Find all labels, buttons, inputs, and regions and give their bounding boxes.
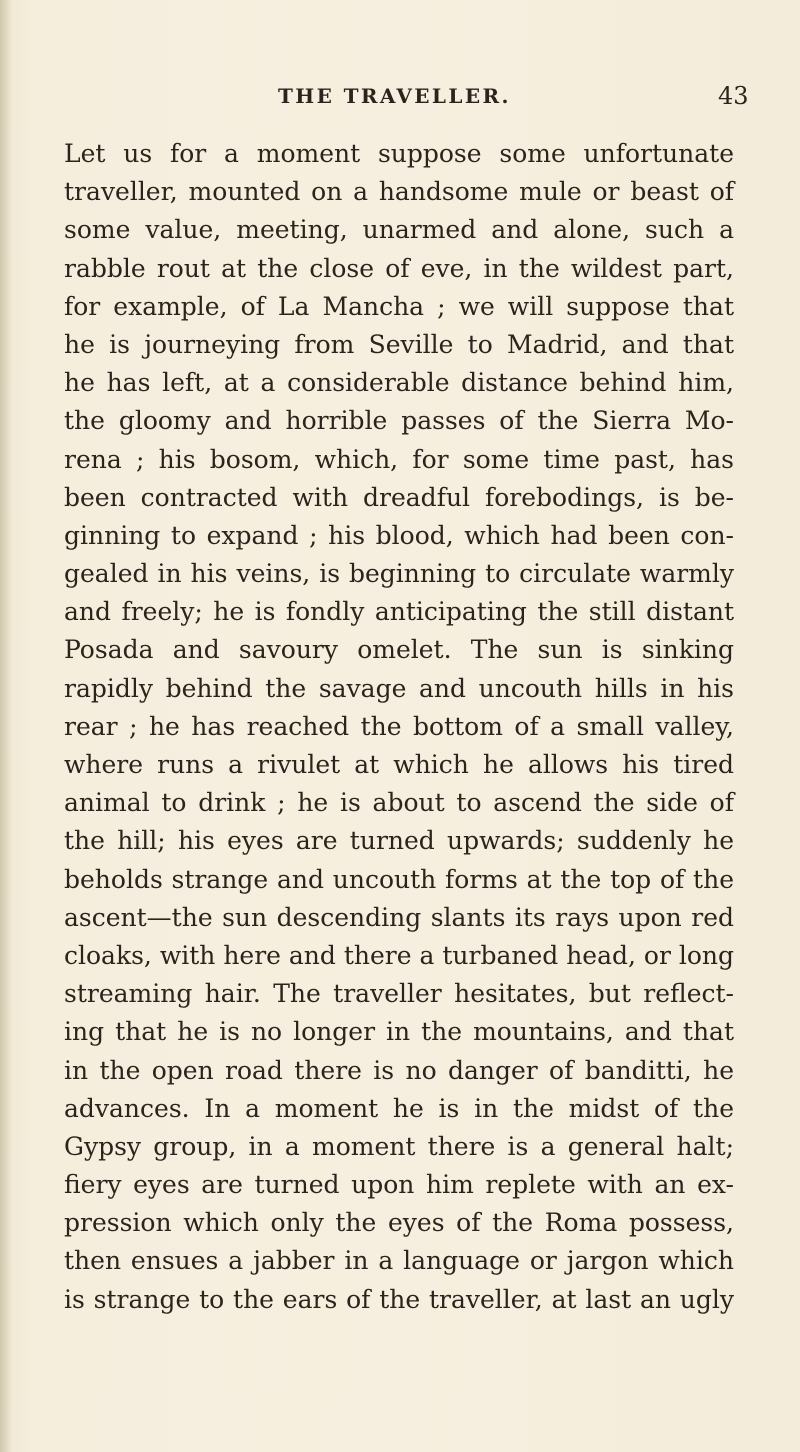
text-line: the hill; his eyes are turned upwards; suddenly he	[64, 826, 734, 856]
text-line: advances. In a moment he is in the midst of the	[64, 1093, 734, 1123]
text-line: Gypsy group, in a moment there is a general halt;	[64, 1131, 734, 1161]
text-line: ascent—the sun descending slants its rays upon red	[64, 902, 734, 932]
text-line: then ensues a jabber in a language or jargon which	[64, 1246, 734, 1276]
text-line: for example, of La Mancha ; we will suppose that	[64, 291, 734, 321]
text-line: been contracted with dreadful forebodings, is be-	[64, 482, 734, 512]
text-line: fiery eyes are turned upon him replete with an ex-	[64, 1170, 734, 1200]
text-line: rena ; his bosom, which, for some time past, has	[64, 444, 734, 474]
text-line: where runs a rivulet at which he allows his tired	[64, 750, 734, 779]
text-line: streaming hair. The traveller hesitates, but reflect-	[64, 979, 734, 1009]
text-line: rapidly behind the savage and uncouth hills in his	[64, 673, 734, 703]
body-text	[64, 135, 734, 1319]
running-header	[0, 84, 800, 116]
text-line: is strange to the ears of the traveller, at last an ugly	[64, 1284, 734, 1314]
text-line: Posada and savoury omelet. The sun is sinking	[64, 635, 734, 665]
text-line: rear ; he has reached the bottom of a small valley,	[64, 711, 734, 741]
text-line: ing that he is no longer in the mountains, and that	[64, 1017, 734, 1047]
text-line: animal to drink ; he is about to ascend the side of	[64, 788, 734, 818]
running-title: THE TRAVELLER.	[278, 84, 511, 108]
page-number: 43	[718, 82, 749, 110]
text-line: the gloomy and horrible passes of the Sierra Mo-	[64, 406, 734, 436]
text-line: gealed in his veins, is beginning to circulate warmly	[64, 559, 734, 589]
text-line: traveller, mounted on a handsome mule or beast of	[64, 177, 734, 207]
binding-shadow	[0, 0, 12, 1452]
text-line: some value, meeting, unarmed and alone, such a	[64, 215, 734, 245]
text-line: beholds strange and uncouth forms at the top of the	[64, 864, 734, 894]
text-line: pression which only the eyes of the Roma possess,	[64, 1208, 734, 1238]
text-line: cloaks, with here and there a turbaned head, or long	[64, 940, 734, 970]
text-line: rabble rout at the close of eve, in the wildest part,	[64, 253, 734, 283]
text-line: ginning to expand ; his blood, which had been con-	[64, 520, 734, 550]
text-line: in the open road there is no danger of banditti, he	[64, 1055, 734, 1085]
text-line: Let us for a moment suppose some unfortunate	[64, 139, 734, 168]
text-line: and freely; he is fondly anticipating the still distant	[64, 597, 734, 627]
text-line: he has left, at a considerable distance behind him,	[64, 368, 734, 398]
text-line: he is journeying from Seville to Madrid, and that	[64, 329, 734, 359]
